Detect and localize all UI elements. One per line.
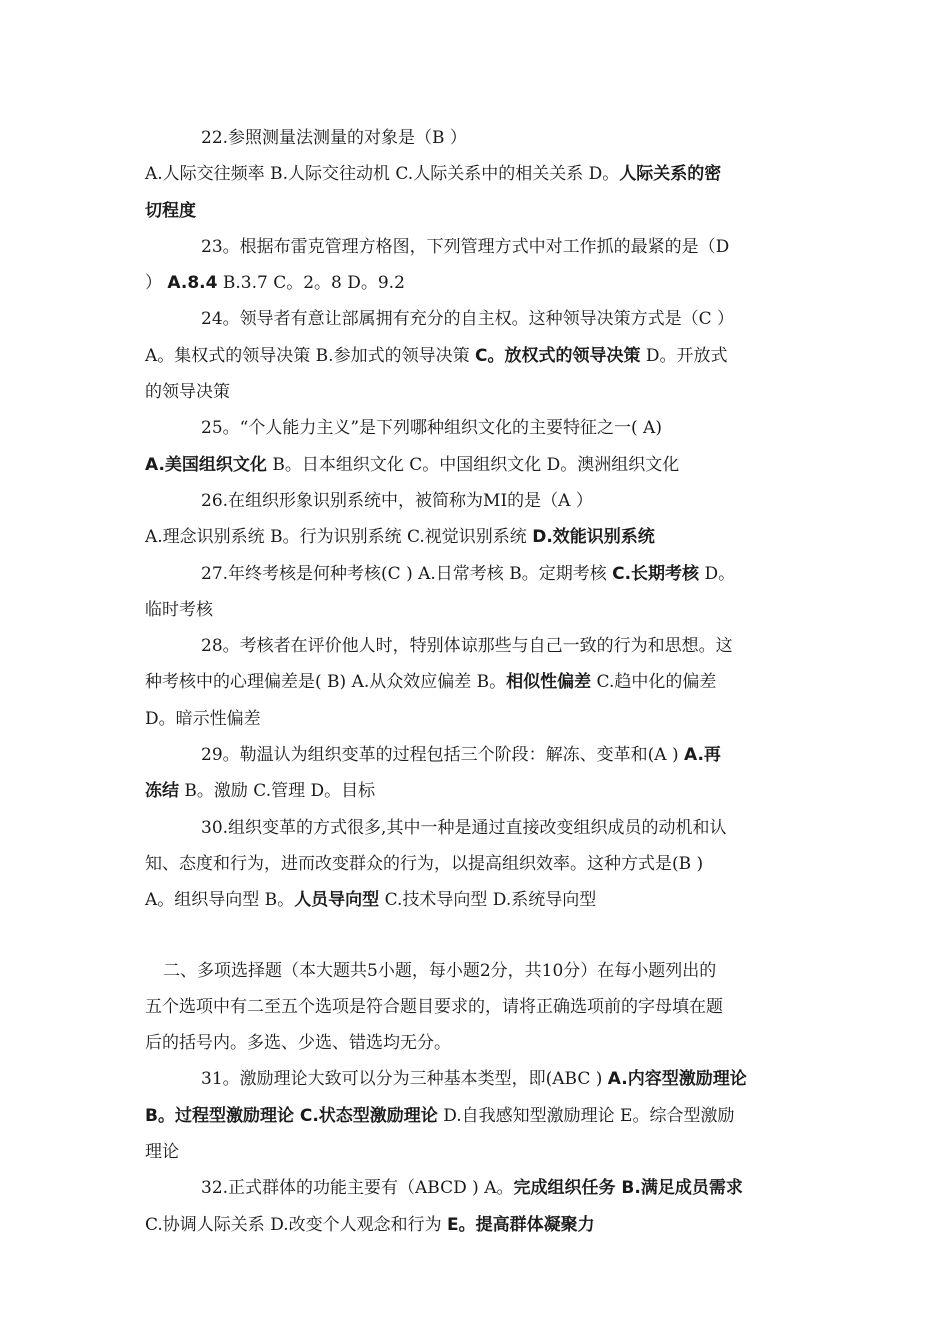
text-segment: 临时考核	[145, 599, 213, 620]
text-line-q27-opts	[145, 592, 815, 628]
text-segment: 22.参照测量法测量的对象是（B ）	[201, 128, 467, 148]
answer-highlight: A.8.4	[167, 273, 218, 294]
answer-highlight: 相似性偏差	[506, 672, 592, 693]
text-line-q31-opts	[145, 1098, 815, 1134]
answer-highlight: 冻结	[145, 781, 179, 802]
text-line-section2-desc	[145, 989, 815, 1025]
text-line-q30-stem-2	[145, 846, 815, 882]
text-segment: A。集权式的领导决策 B.参加式的领导决策	[145, 345, 475, 366]
text-segment: 26.在组织形象识别系统中，被简称为MI的是（A ）	[201, 490, 593, 511]
answer-highlight: A.内容型激励理论	[607, 1069, 747, 1090]
text-segment: A。组织导向型 B。	[145, 890, 295, 911]
text-segment: 后的括号内。多选、少选、错选均无分。	[145, 1033, 451, 1054]
text-segment: D。开放式	[640, 345, 728, 366]
text-line-q29-stem	[145, 737, 815, 773]
text-line-q27-stem	[145, 556, 815, 592]
text-line-q22-stem	[145, 120, 815, 156]
text-line-q30-opts	[145, 882, 815, 918]
text-segment: B。日本组织文化 C。中国组织文化 D。澳洲组织文化	[266, 454, 680, 475]
text-segment: 25。“个人能力主义”是下列哪种组织文化的主要特征之一( A)	[201, 418, 662, 439]
text-segment: 五个选项中有二至五个选项是符合题目要求的，请将正确选项前的字母填在题	[145, 996, 723, 1017]
text-segment: B.3.7 C。2。8 D。9.2	[217, 273, 405, 294]
text-line-q31-stem	[145, 1061, 815, 1097]
answer-highlight: D.效能识别系统	[532, 527, 655, 548]
answer-highlight: C.长期考核	[612, 563, 700, 584]
text-line-q22-opts-2	[145, 193, 815, 229]
text-segment: 理论	[145, 1142, 179, 1163]
text-segment: 知、态度和行为，进而改变群众的行为，以提高组织效率。这种方式是(B )	[145, 853, 704, 874]
text-line-q23-opts	[145, 265, 815, 301]
answer-highlight: 人员导向型	[294, 890, 380, 911]
text-line-q31-opts-2	[145, 1134, 815, 1170]
text-segment: 23。根据布雷克管理方格图，下列管理方式中对工作抓的最紧的是（D	[201, 236, 730, 257]
answer-highlight: 切程度	[145, 200, 196, 221]
text-segment: 29。勒温认为组织变革的过程包括三个阶段：解冻、变革和(A )	[201, 745, 684, 766]
text-line-q24-opts-2	[145, 374, 815, 410]
text-segment: 24。领导者有意让部属拥有充分的自主权。这种领导决策方式是（C ）	[201, 309, 735, 330]
text-line-q28-opts-2	[145, 701, 815, 737]
text-segment: A.人际交往频率 B.人际交往动机 C.人际关系中的相关关系 D。	[145, 164, 620, 185]
text-segment: 31。激励理论大致可以分为三种基本类型，即(ABC )	[201, 1069, 608, 1090]
text-line-q26-stem	[145, 483, 815, 519]
answer-highlight: 人际关系的密	[619, 164, 722, 185]
text-segment: D.自我感知型激励理论 E。综合型激励	[437, 1105, 735, 1126]
text-line-q30-stem	[145, 810, 815, 846]
text-segment: 27.年终考核是何种考核(C ) A.日常考核 B。定期考核	[201, 563, 613, 584]
text-line-q23-stem	[145, 229, 815, 265]
answer-highlight: A.再	[683, 745, 721, 766]
text-line-q32-opts	[145, 1207, 815, 1243]
answer-highlight: C。放权式的领导决策	[474, 345, 641, 366]
text-line-q29-opts	[145, 773, 815, 809]
paragraph-gap	[145, 919, 815, 953]
text-segment: C.协调人际关系 D.改变个人观念和行为	[145, 1214, 448, 1235]
text-line-q26-opts	[145, 519, 815, 555]
text-segment: D。	[699, 563, 736, 584]
text-line-section2-desc-2	[145, 1025, 815, 1061]
text-line-q24-opts	[145, 338, 815, 374]
text-segment: 32.正式群体的功能主要有（ABCD ) A。	[201, 1178, 514, 1199]
text-segment: ）	[145, 273, 168, 294]
text-line-q25-stem	[145, 410, 815, 446]
answer-highlight: B。过程型激励理论 C.状态型激励理论	[145, 1105, 438, 1126]
text-segment: 28。考核者在评价他人时，特别体谅那些与自己一致的行为和思想。这	[201, 636, 733, 657]
text-line-q28-opts	[145, 664, 815, 700]
answer-highlight: 完成组织任务 B.满足成员需求	[513, 1178, 743, 1199]
document-page	[145, 120, 815, 1243]
text-line-section2-title	[145, 953, 815, 989]
text-segment: 种考核中的心理偏差是( B) A.从众效应偏差 B。	[145, 672, 507, 693]
answer-highlight: A.美国组织文化	[145, 454, 267, 475]
text-segment: C.趋中化的偏差	[591, 672, 717, 693]
text-line-q24-stem	[145, 301, 815, 337]
text-segment: A.理念识别系统 B。行为识别系统 C.视觉识别系统	[145, 527, 533, 548]
text-line-q32-stem	[145, 1170, 815, 1206]
text-segment: 的领导决策	[145, 382, 230, 403]
text-segment: D。暗示性偏差	[145, 708, 261, 729]
text-segment: C.技术导向型 D.系统导向型	[379, 890, 597, 911]
text-line-q25-opts	[145, 447, 815, 483]
text-segment: 30.组织变革的方式很多,其中一种是通过直接改变组织成员的动机和认	[201, 817, 727, 838]
text-segment: 二、多项选择题（本大题共5小题，每小题2分，共10分）在每小题列出的	[163, 960, 717, 981]
text-line-q28-stem	[145, 628, 815, 664]
text-segment: B。激励 C.管理 D。目标	[179, 781, 376, 802]
text-line-q22-opts	[145, 156, 815, 192]
answer-highlight: E。提高群体凝聚力	[447, 1214, 595, 1235]
